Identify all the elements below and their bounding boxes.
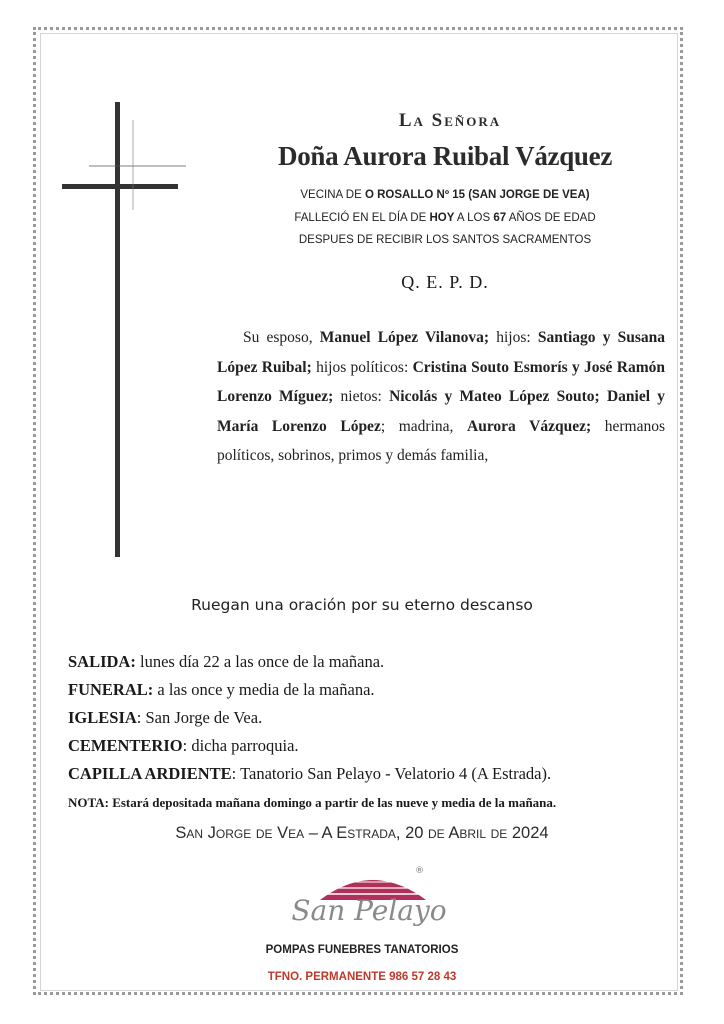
detail-funeral: FUNERAL: a las once y media de la mañana.	[68, 680, 375, 699]
deceased-name: Doña Aurora Ruibal Vázquez	[278, 141, 612, 171]
nota: NOTA: Estará depositada mañana domingo a partir de las nueve y media de la mañana.	[68, 795, 557, 810]
place-date: San Jorge de Vea – A Estrada, 20 de Abril de 2024	[175, 824, 549, 842]
qepd: Q. E. P. D.	[401, 272, 489, 292]
info-line-death: FALLECIÓ EN EL DÍA DE HOY A LOS 67 AÑOS DE EDAD	[294, 212, 596, 224]
detail-capilla: CAPILLA ARDIENTE: Tanatorio San Pelayo - Velatorio 4 (A Estrada).	[68, 764, 552, 783]
family-paragraph: Su esposo, Manuel López Vilanova; hijos: Santiago y Susana López Ruibal; hijos políticos: Cristina Souto Esmorís y José Ramón Lorenzo Míguez; nietos: Nicolás y Mateo López Souto; Daniel y María Lorenzo López; madrina, Aurora Vázquez; hermanos políticos, sobrinos, primos y demás familia,	[217, 329, 665, 464]
detail-iglesia: IGLESIA: San Jorge de Vea.	[68, 708, 263, 727]
detail-salida: SALIDA: lunes día 22 a las once de la mañana.	[68, 652, 385, 671]
cross-icon	[60, 100, 190, 560]
info-line-residence: VECINA DE O ROSALLO Nº 15 (SAN JORGE DE VEA)	[300, 189, 590, 201]
info-line-sacraments: DESPUES DE RECIBIR LOS SANTOS SACRAMENTOS	[298, 234, 592, 246]
company-name: POMPAS FUNEBRES TANATORIOS	[265, 944, 459, 956]
prayer-request: Ruegan una oración por su eterno descanso	[191, 596, 533, 614]
phone-number: TFNO. PERMANENTE 986 57 28 43	[267, 971, 457, 983]
title-prefix: La Señora	[398, 110, 502, 131]
registered-mark: ®	[415, 866, 424, 876]
detail-cementerio: CEMENTERIO: dicha parroquia.	[68, 736, 299, 755]
logo-text: San Pelayo	[291, 894, 447, 927]
